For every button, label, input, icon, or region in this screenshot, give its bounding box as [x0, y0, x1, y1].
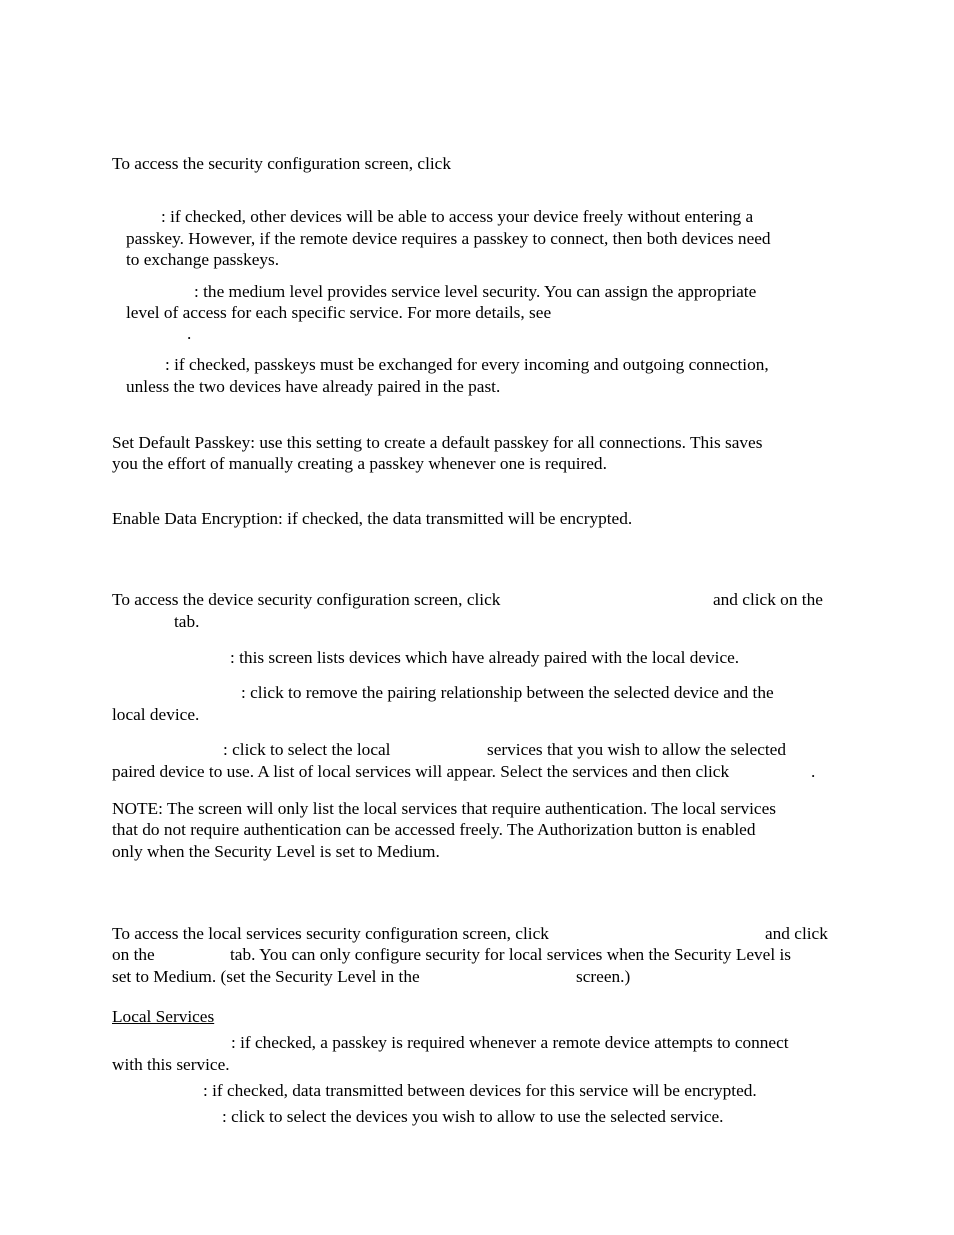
authorization-line-2-end: . [811, 762, 816, 781]
authorization-part-2: services that you wish to allow the selected [487, 740, 786, 759]
authorization-part-1: : click to select the local [223, 740, 391, 759]
local-intro-line-2-b: tab. You can only configure security for local services when the Security Level is [230, 945, 791, 964]
authorization-line-2: paired device to use. A list of local services will appear. Select the services and then click [112, 762, 730, 781]
note-line-1: NOTE: The screen will only list the local services that require authentication. The local services [112, 799, 776, 818]
local-select-devices-line: : click to select the devices you wish to allow to use the selected service. [222, 1107, 724, 1126]
delete-line-1: : click to remove the pairing relationship between the selected device and the [241, 683, 774, 702]
security-medium-line-2: level of access for each specific service. For more details, see [126, 303, 552, 322]
note-line-3: only when the Security Level is set to Medium. [112, 842, 440, 861]
local-intro-part-2: and click [765, 924, 828, 943]
local-intro-line-3-b: screen.) [576, 967, 631, 986]
device-intro-part-2: and click on the [713, 590, 823, 609]
security-low-line-1: : if checked, other devices will be able to access your device freely without entering a [161, 207, 754, 226]
default-passkey-line-2: you the effort of manually creating a passkey whenever one is required. [112, 454, 607, 473]
device-intro-part-1: To access the device security configuration screen, click [112, 590, 501, 609]
security-medium-line-3: . [187, 324, 192, 343]
local-intro-line-3-a: set to Medium. (set the Security Level in the [112, 967, 420, 986]
paired-devices-text: : this screen lists devices which have already paired with the local device. [230, 648, 740, 667]
local-services-heading: Local Services [112, 1007, 215, 1026]
security-low-line-3: to exchange passkeys. [126, 250, 280, 269]
local-intro-line-2-a: on the [112, 945, 155, 964]
local-authentication-line-2: with this service. [112, 1055, 230, 1074]
security-low-line-2: passkey. However, if the remote device requires a passkey to connect, then both devices need [126, 229, 771, 248]
local-intro-part-1: To access the local services security configuration screen, click [112, 924, 549, 943]
delete-line-2: local device. [112, 705, 200, 724]
security-high-line-1: : if checked, passkeys must be exchanged for every incoming and outgoing connection, [165, 355, 769, 374]
security-high-line-2: unless the two devices have already paired in the past. [126, 377, 501, 396]
local-authentication-line-1: : if checked, a passkey is required whenever a remote device attempts to connect [231, 1033, 789, 1052]
security-medium-line-1: : the medium level provides service level security. You can assign the appropriate [194, 282, 757, 301]
local-encryption-line: : if checked, data transmitted between devices for this service will be encrypted. [203, 1081, 757, 1100]
security-intro: To access the security configuration screen, click [112, 154, 451, 173]
device-intro-line-2: tab. [174, 612, 200, 631]
default-passkey-line-1: Set Default Passkey: use this setting to create a default passkey for all connections. This saves [112, 433, 763, 452]
data-encryption-text: Enable Data Encryption: if checked, the data transmitted will be encrypted. [112, 509, 633, 528]
note-line-2: that do not require authentication can be accessed freely. The Authorization button is enabled [112, 820, 756, 839]
